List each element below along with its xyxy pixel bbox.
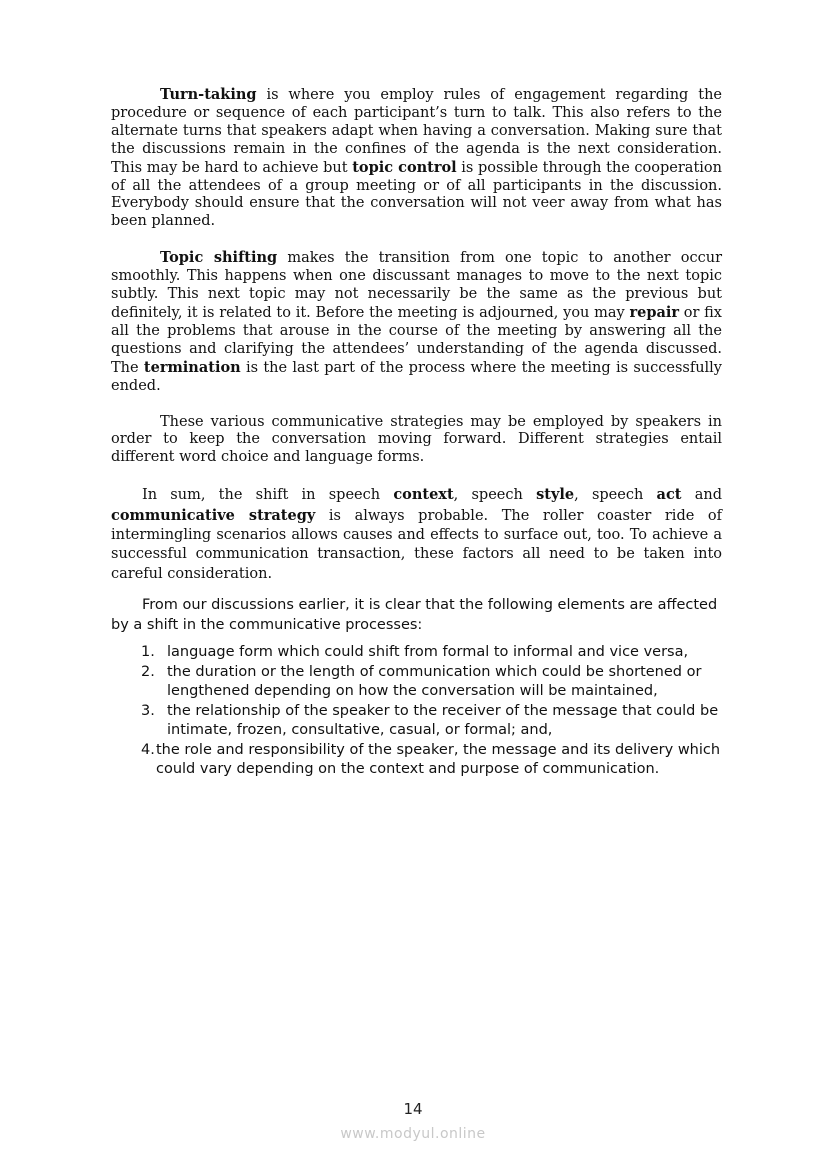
list-item: 2. the duration or the length of communication which could be shortened or lengthened depending on how the conversation will be maintained,	[141, 663, 702, 700]
paragraph-in-sum: In sum, the shift in speech context, speech style, speech act and communicative strategy is always probable. The roller coaster ride of intermingling scenarios allows causes and effects to surface out, too. To achieve a successful communication transaction, these factors all need to be taken into careful consideration.	[111, 486, 723, 582]
term-termination: termination	[143, 358, 241, 376]
paragraph-turn-taking: Turn-taking is where you employ rules of engagement regarding the procedure or sequence of each participant’s turn to talk. This also refers to the alternate turns that speakers adapt when having a conversation. Making sure that the discussions remain in the confines of the agenda is the next consideration. This may be hard to achieve but topic control is possible through the cooperation of all the attendees of a group meeting or of all participants in the discussion. Everybody should ensure that the conversation will not veer away from what has been planned.	[111, 86, 722, 230]
term-style: style	[536, 486, 575, 504]
list-item: 4. the role and responsibility of the speaker, the message and its delivery which could vary depending on the context and purpose of communication.	[141, 741, 721, 778]
term-context: context	[393, 486, 454, 504]
document-page	[111, 86, 722, 780]
elements-list	[111, 643, 722, 780]
term-act: act	[656, 486, 682, 504]
term-topic-control: topic control	[352, 158, 457, 176]
page-number: 14	[403, 1100, 423, 1118]
paragraph-strategies: These various communicative strategies may be employed by speakers in order to keep the conversation moving forward. Different strategies entail different word choice and language forms.	[111, 413, 722, 466]
paragraph-elements-intro: From our discussions earlier, it is clear that the following elements are affected by a shift in the communicative processes:	[111, 597, 718, 633]
paragraph-topic-shifting: Topic shifting makes the transition from one topic to another occur smoothly. This happens when one discussant manages to move to the next topic subtly. This next topic may not necessarily be the same as the previous but definitely, it is related to it. Before the meeting is adjourned, you may repair or fix all the problems that arouse in the course of the meeting by answering all the questions and clarifying the attendees’ understanding of the agenda discussed. The termination is the last part of the process where the meeting is successfully ended.	[111, 249, 722, 394]
list-item: 1. language form which could shift from formal to informal and vice versa,	[141, 644, 689, 661]
term-turn-taking: Turn-taking	[160, 86, 257, 103]
list-item: 3. the relationship of the speaker to the receiver of the message that could be intimate, frozen, consultative, casual, or formal; and,	[141, 702, 719, 739]
term-repair: repair	[629, 303, 679, 321]
term-communicative-strategy: communicative strategy	[111, 506, 316, 524]
watermark: www.modyul.online	[340, 1126, 486, 1142]
in-sum-block	[111, 485, 722, 584]
term-topic-shifting: Topic shifting	[160, 249, 278, 267]
